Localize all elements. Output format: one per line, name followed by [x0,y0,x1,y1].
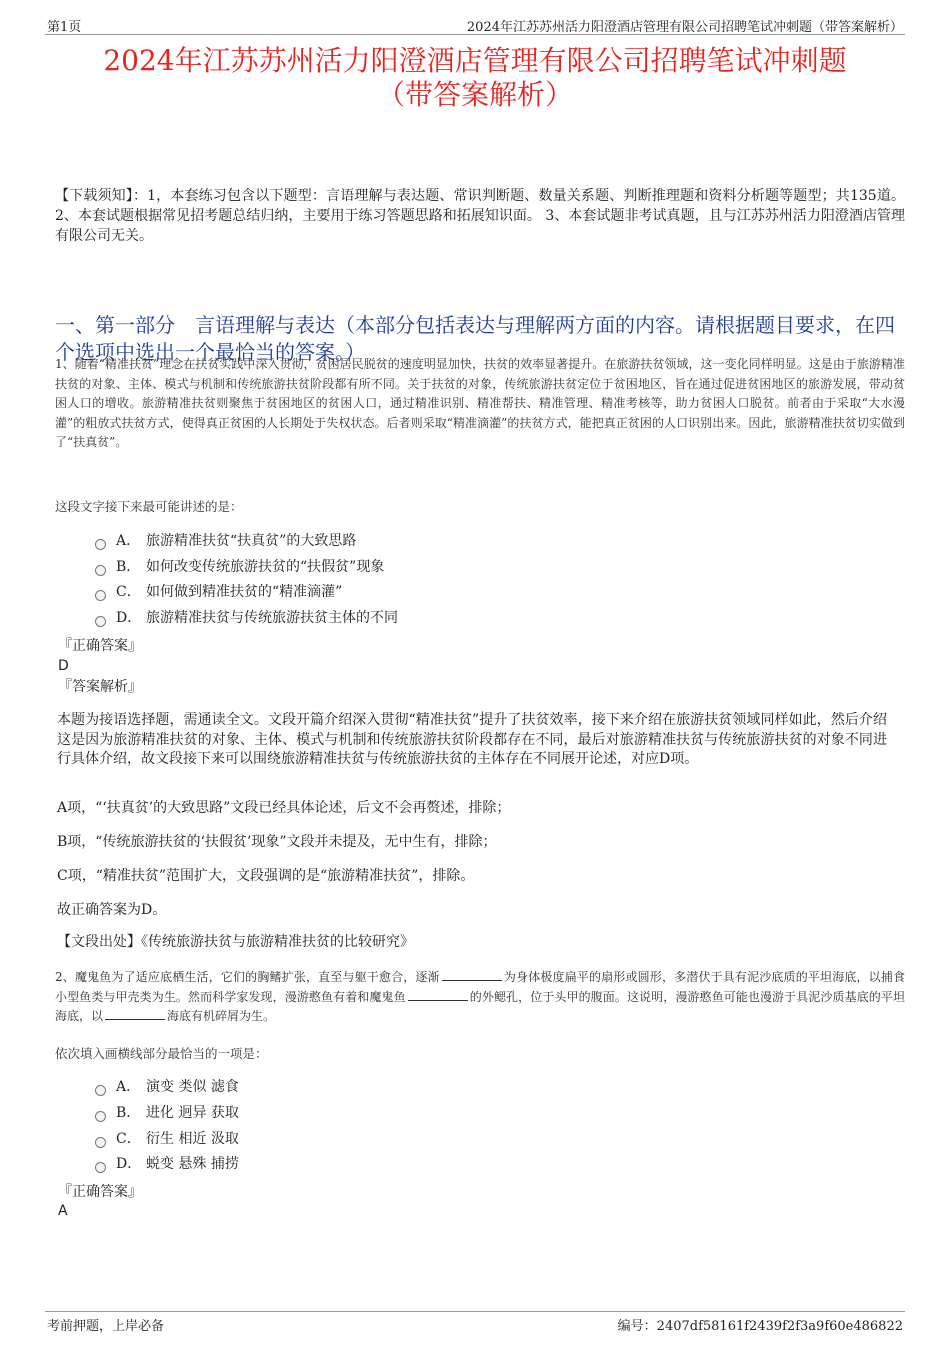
q1-analysis-conclusion: 故正确答案为D。 [57,902,167,918]
question-1-prompt: 这段文字接下来最可能讲述的是： [55,499,243,514]
radio-icon[interactable] [95,539,106,550]
footer-serial: 编号：2407df58161f2439f2f3a9f60e486822 [617,1319,903,1334]
q1-answer-label: 『正确答案』 [58,638,142,654]
q1-option-b[interactable]: B． 如何改变传统旅游扶贫的“扶假贫”现象 [95,557,384,577]
q1-source: 【文段出处】《传统旅游扶贫与旅游精准扶贫的比较研究》 [57,934,414,950]
question-1-text: 1、随着“精准扶贫”理念在扶贫实践中深入贯彻，贫困居民脱贫的速度明显加快，扶贫的效率显著提升。在旅游扶贫领域，这一变化同样明显。这是由于旅游精准扶贫的对象、主体、模式与机制和传统旅游扶贫阶段都有所不同。关于扶贫的对象，传统旅游扶贫定位于贫困地区，旨在通过促进贫困地区的旅游发展，带动贫困人口的增收。旅游精准扶贫则聚焦于贫困地区的贫困人口，通过精准识别、精准帮扶、精准管理、精准考核等，助力贫困人口脱贫。前者由于采取“大水漫灌”的粗放式扶贫方式，使得真正贫困的人长期处于失权状态。后者则采取“精准滴灌”的扶贫方式，能把真正贫困的人口识别出来。因此，旅游精准扶贫切实做到了“扶真贫”。 [55,357,905,449]
q1-analysis-b: B项，“传统旅游扶贫的‘扶假贫’现象”文段并未提及，无中生有，排除； [57,834,497,850]
q1-analysis-c: C项，“精准扶贫”范围扩大，文段强调的是“旅游精准扶贫”，排除。 [57,868,475,884]
header-doc-title: 2024年江苏苏州活力阳澄酒店管理有限公司招聘笔试冲刺题（带答案解析） [466,20,903,35]
section-heading: 一、第一部分 言语理解与表达（本部分包括表达与理解两方面的内容。请根据题目要求，在四个选项中选出一个最恰当的答案。） [55,313,895,364]
q1-analysis-a: A项，“‘扶真贫’的大致思路”文段已经具体论述，后文不会再赘述，排除； [57,800,511,816]
page-number: 第1页 [47,20,82,35]
fill-blank-2[interactable] [408,988,468,1001]
page-footer [45,1311,905,1334]
q1-analysis-paragraph: 本题为接语选择题，需通读全文。文段开篇介绍深入贯彻“精准扶贫”提升了扶贫效率，接下来介绍在旅游扶贫领域同样如此，然后介绍这是因为旅游精准扶贫的对象、主体、模式与机制和传统旅游扶贫阶段都存在不同，最后对旅游精准扶贫与传统旅游扶贫的对象不同进行具体介绍，故文段接下来可以围绕旅游精准扶贫与传统旅游扶贫的主体存在不同展开论述，对应D项。 [57,712,887,767]
radio-icon[interactable] [95,1085,106,1096]
radio-icon[interactable] [95,1111,106,1122]
footer-slogan: 考前押题，上岸必备 [47,1319,165,1334]
q2-answer: A [58,1203,68,1219]
radio-icon[interactable] [95,590,106,601]
q1-option-d[interactable]: D． 旅游精准扶贫与传统旅游扶贫主体的不同 [95,608,398,628]
q2-option-d[interactable]: D． 蜕变 悬殊 捕捞 [95,1154,239,1174]
q1-option-a[interactable]: A． 旅游精准扶贫“扶真贫”的大致思路 [95,531,356,551]
q1-option-c[interactable]: C． 如何做到精准扶贫的“精准滴灌” [95,582,342,602]
fill-blank-1[interactable] [442,968,502,981]
q2-answer-label: 『正确答案』 [58,1184,142,1200]
question-2-text: 2、魔鬼鱼为了适应底栖生活，它们的胸鳍扩张，直至与躯干愈合，逐渐 为身体极度扁平的扇形或圆形，多潜伏于具有泥沙底质的平坦海底，以捕食小型鱼类与甲壳类为生。然而科学家发现，漫游憨鱼有着和魔鬼鱼 的外鳃孔，位于头甲的腹面。这说明，漫游憨鱼可能也漫游于具泥沙质基底的平坦海底，以 海底有机碎屑为生。 [55,970,905,1023]
page-header [45,14,905,35]
radio-icon[interactable] [95,1162,106,1173]
title-line-2: （带答案解析） [376,78,573,111]
question-2-prompt: 依次填入画横线部分最恰当的一项是： [55,1046,268,1061]
radio-icon[interactable] [95,565,106,576]
q1-answer: D [58,658,69,674]
radio-icon[interactable] [95,1137,106,1148]
title-line-1: 2024年江苏苏州活力阳澄酒店管理有限公司招聘笔试冲刺题 [103,44,847,77]
radio-icon[interactable] [95,616,106,627]
q2-option-a[interactable]: A． 演变 类似 滤食 [95,1077,239,1097]
page-title [40,44,910,112]
q2-option-b[interactable]: B． 进化 迥异 获取 [95,1103,239,1123]
q2-option-c[interactable]: C． 衍生 相近 汲取 [95,1129,239,1149]
q1-analysis-label: 『答案解析』 [58,679,142,695]
fill-blank-3[interactable] [105,1007,165,1020]
download-notice: 【下载须知】：1，本套练习包含以下题型：言语理解与表达题、常识判断题、数量关系题、判断推理题和资料分析题等题型；共135道。 2、本套试题根据常见招考题总结归纳，主要用于练习答题思路和拓展知识面。 3、本套试题非考试真题，且与江苏苏州活力阳澄酒店管理有限公司无关。 [55,188,905,244]
